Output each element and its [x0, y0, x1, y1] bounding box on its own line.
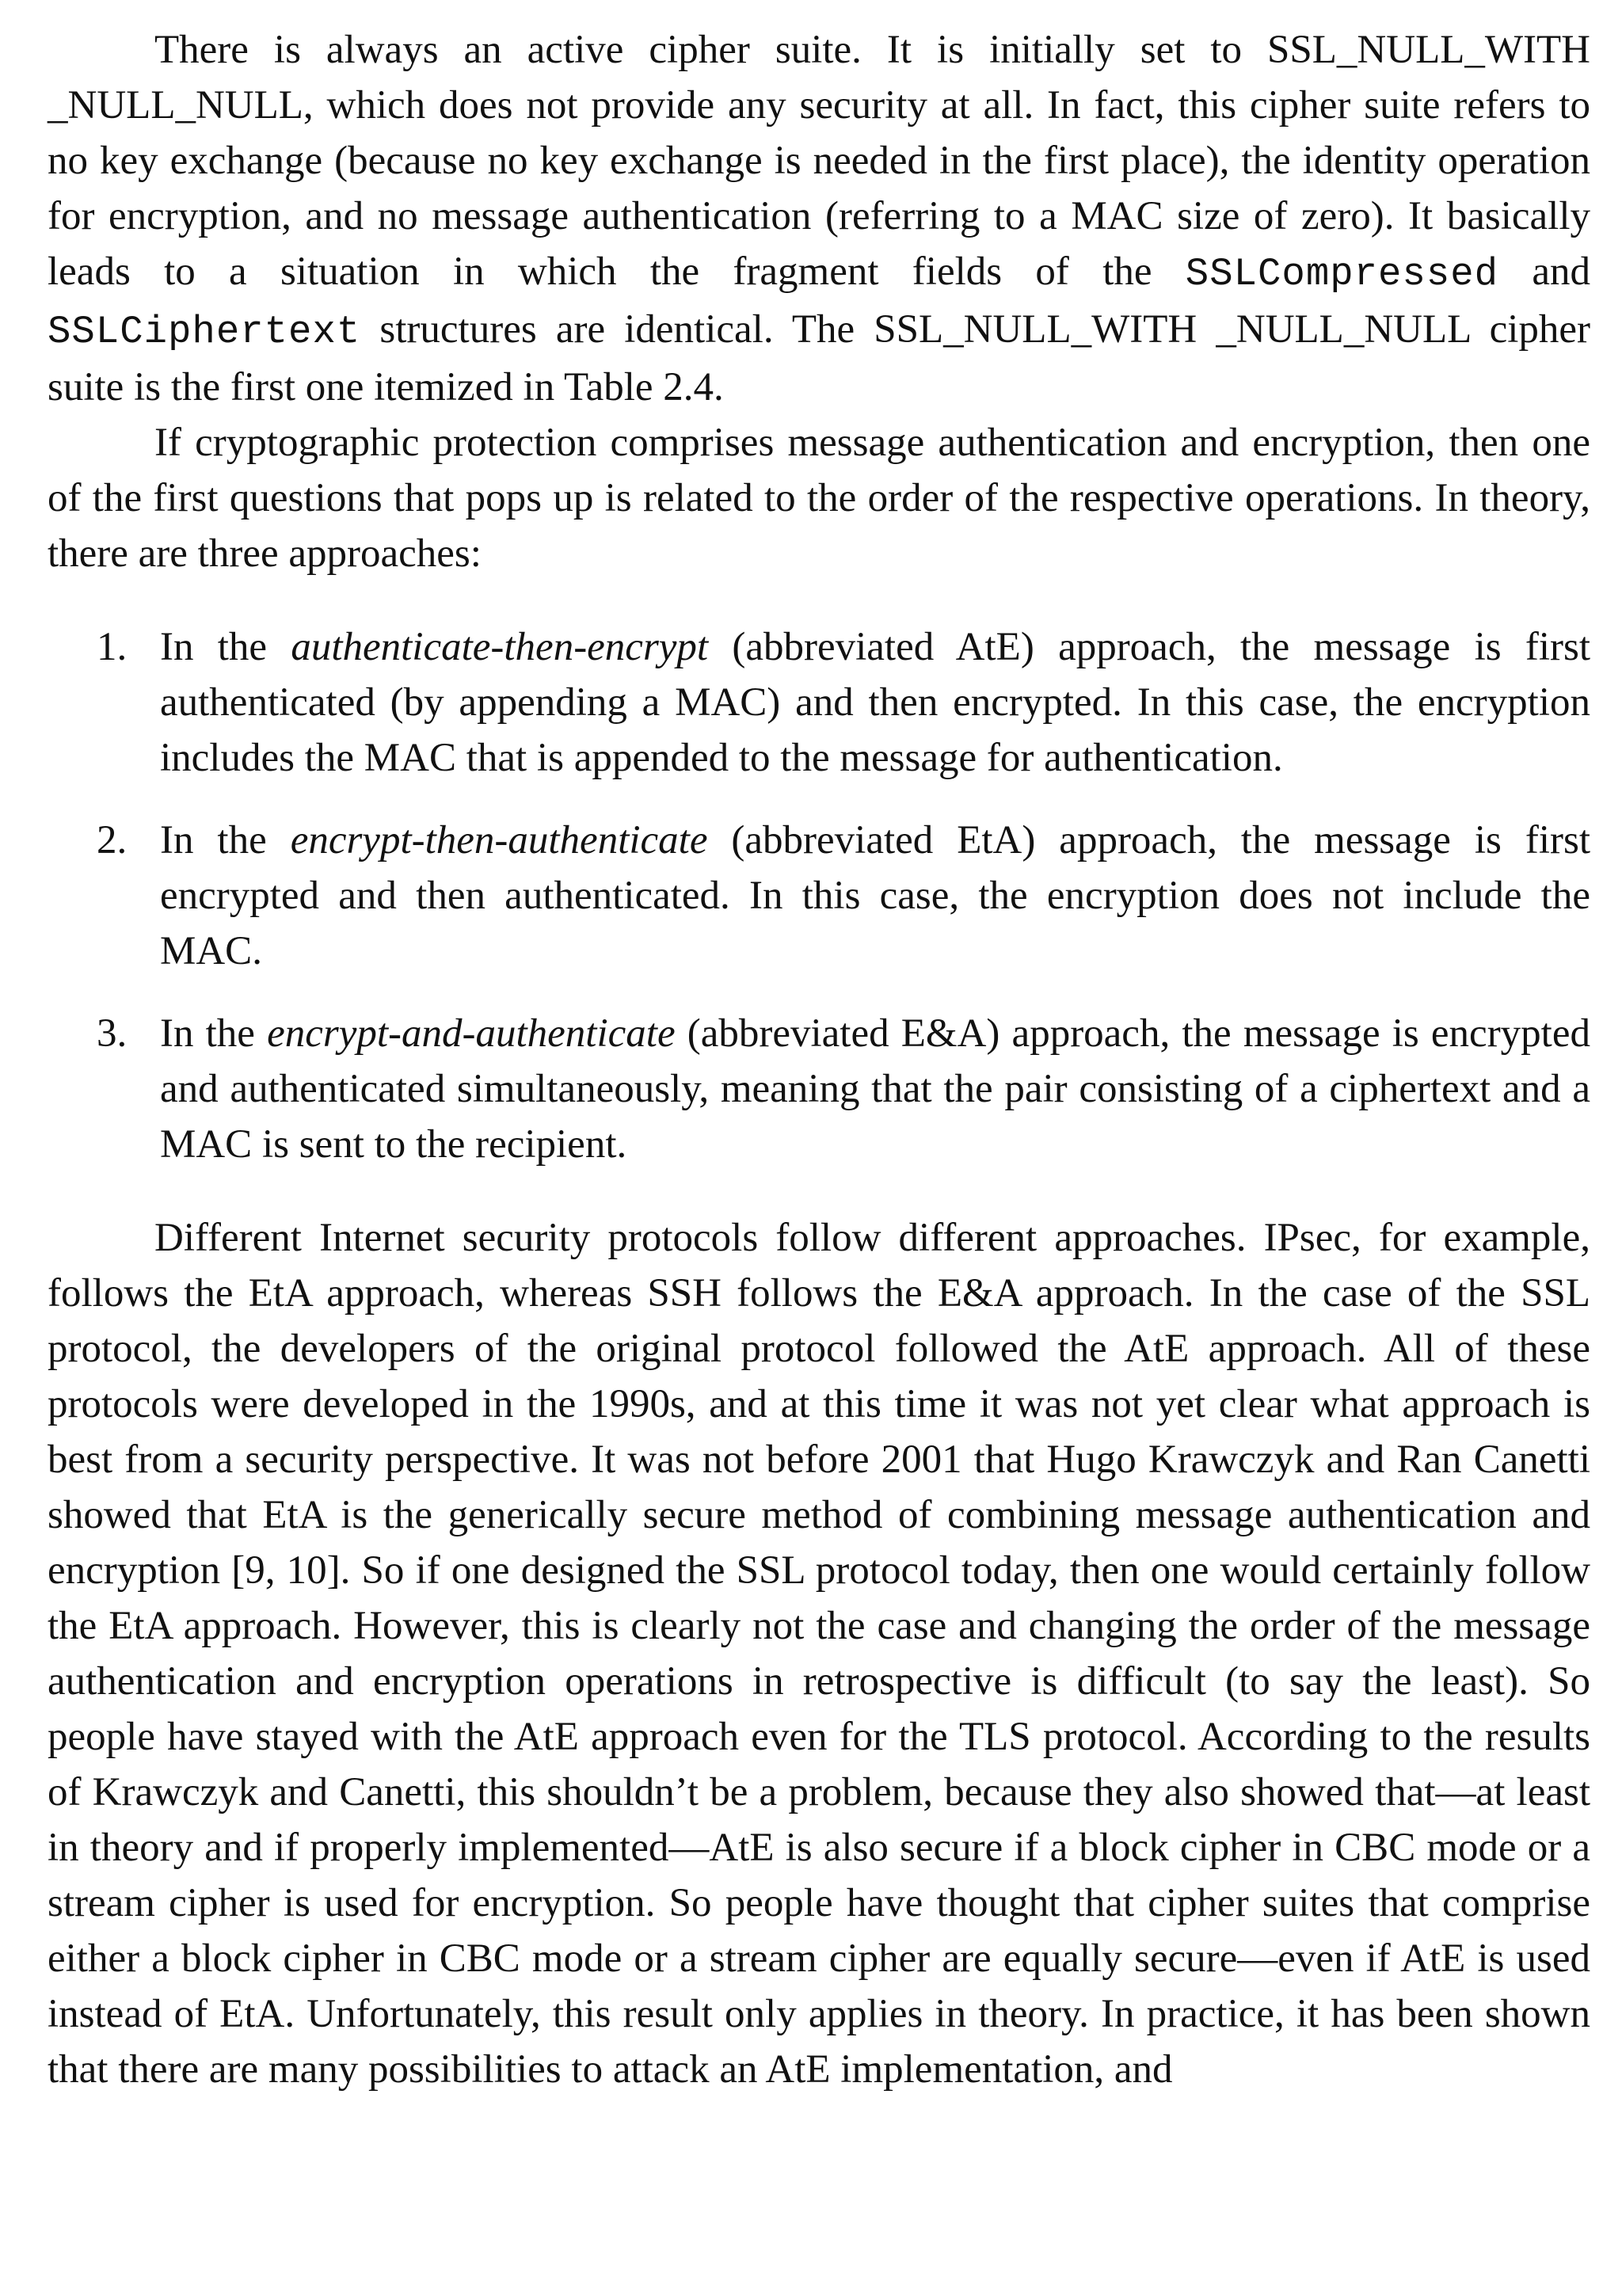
list-item-number: 2. — [97, 818, 128, 862]
list-item-text: (abbreviated E&A) approach, the message is encrypted and authenticated simultaneously, meaning that the pair consisting of a ciphertext and a MAC is sent to the recipient. — [160, 1011, 1590, 1167]
approaches-list — [48, 619, 1590, 1172]
list-item-number: 1. — [97, 625, 128, 669]
list-item-term: encrypt-and-authenticate — [267, 1011, 676, 1056]
list-item — [48, 619, 1590, 786]
list-item — [48, 1006, 1590, 1172]
paragraph-approaches-intro: If cryptographic protection comprises message authentication and encryption, then one of the first questions that pops up is related to the order of the respective operations. In theory, there are three approaches: — [48, 421, 1590, 576]
list-item-text: In the — [160, 625, 291, 669]
paragraph-null-cipher-suite — [48, 22, 1590, 415]
list-item — [48, 813, 1590, 979]
list-item-text: In the — [160, 818, 291, 862]
code-sslciphertext: SSLCiphertext — [48, 310, 361, 354]
list-item-text: (abbreviated AtE) approach, the message is first authenticated (by appending a MAC) and then encrypted. In this case, the encryption includes the MAC that is appended to the message for authentication. — [160, 625, 1590, 780]
paragraph-text: There is always an active cipher suite. It is initially set to SSL_NULL_WITH _NULL_NULL, which does not provide any security at all. In fact, this cipher suite refers to no key exchange (because no key exchange is needed in the first place), the identity operation for encryption, and no message authentication (referring to a MAC size of zero). It basically leads to a situation in which the fragment fields of the — [48, 28, 1590, 294]
list-item-term: authenticate-then-encrypt — [291, 625, 709, 669]
list-item-text: In the — [160, 1011, 268, 1056]
paragraph-text: structures are identical. The SSL_NULL_WITH _NULL_NULL cipher suite is the first one itemized in Table 2.4. — [48, 307, 1590, 409]
list-item-term: encrypt-then-authenticate — [290, 818, 708, 862]
code-sslcompressed: SSLCompressed — [1185, 252, 1499, 296]
paragraph-text: and — [1498, 249, 1590, 294]
list-item-text: (abbreviated EtA) approach, the message is first encrypted and then authenticated. In this case, the encryption does not include the MAC. — [160, 818, 1590, 973]
list-item-number: 3. — [97, 1011, 128, 1056]
document-page — [48, 22, 1590, 2097]
paragraph-internet-protocols: Different Internet security protocols follow different approaches. IPsec, for example, follows the EtA approach, whereas SSH follows the E&A approach. In the case of the SSL protocol, the developers of the original protocol followed the AtE approach. All of these protocols were developed in the 1990s, and at this time it was not yet clear what approach is best from a security perspective. It was not before 2001 that Hugo Krawczyk and Ran Canetti showed that EtA is the generically secure method of combining message authentication and encryption [9, 10]. So if one designed the SSL protocol today, then one would certainly follow the EtA approach. However, this is clearly not the case and changing the order of the message authentication and encryption operations in retrospective is difficult (to say the least). So people have stayed with the AtE approach even for the TLS protocol. According to the results of Krawczyk and Canetti, this shouldn’t be a problem, because they also showed that—at least in theory and if properly implemented—AtE is also secure if a block cipher in CBC mode or a stream cipher is used for encryption. So people have thought that cipher suites that comprise either a block cipher in CBC mode or a stream cipher are equally secure—even if AtE is used instead of EtA. Unfortunately, this result only applies in theory. In practice, it has been shown that there are many possibilities to attack an AtE implementation, and — [48, 1216, 1590, 2092]
